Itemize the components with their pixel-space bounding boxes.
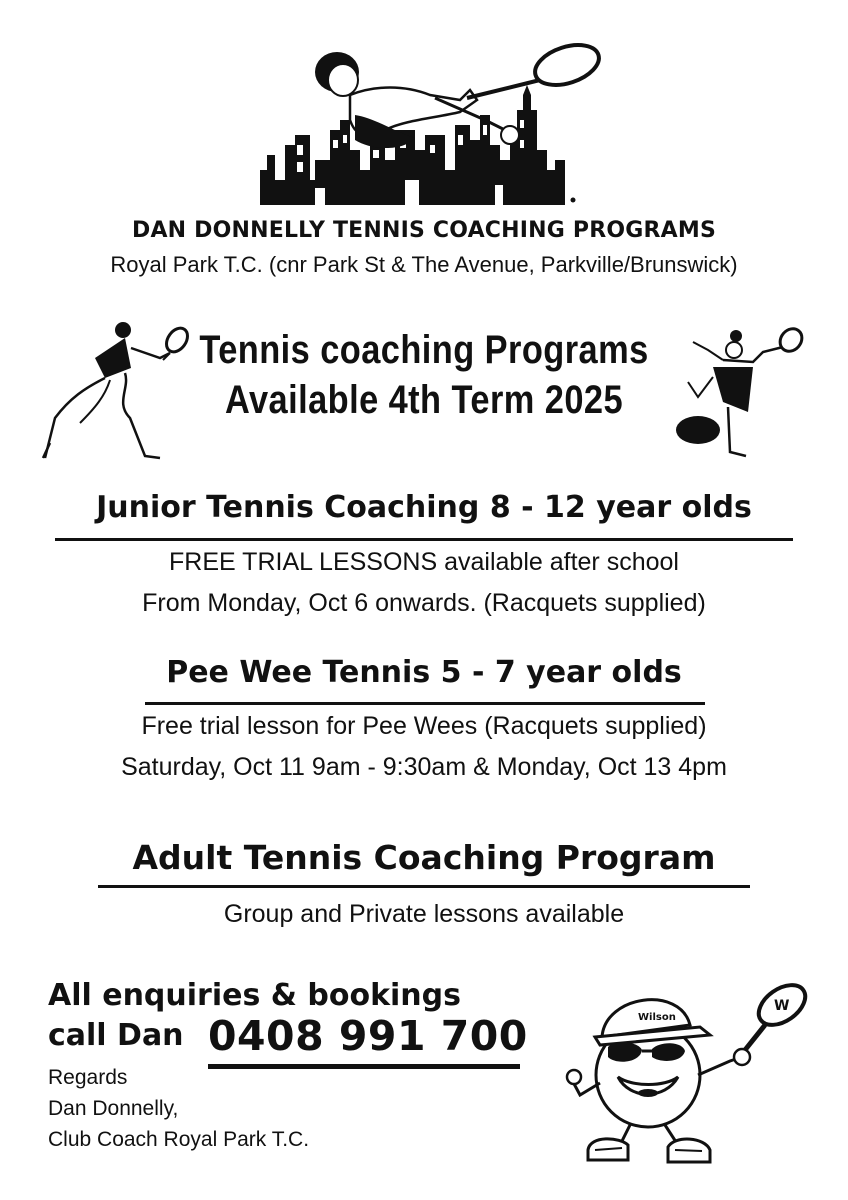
signature-name: Dan Donnelly, bbox=[48, 1097, 179, 1120]
headline-line-1: Tennis coaching Programs bbox=[199, 328, 649, 372]
junior-title-underline bbox=[55, 538, 793, 541]
racquet-logo: W bbox=[774, 998, 790, 1014]
phone-number[interactable]: 0408 991 700 bbox=[208, 1012, 528, 1060]
tennis-player-right-icon bbox=[668, 322, 808, 462]
organization-name: DAN DONNELLY TENNIS COACHING PROGRAMS bbox=[131, 218, 716, 243]
signature-role: Club Coach Royal Park T.C. bbox=[48, 1128, 310, 1151]
adult-title-underline bbox=[98, 885, 750, 888]
enquiries-line-2: call Dan bbox=[48, 1018, 184, 1053]
cap-logo: Wilson bbox=[638, 1012, 676, 1023]
headline-line-2: Available 4th Term 2025 bbox=[224, 378, 624, 422]
tennis-player-skyline-icon bbox=[255, 40, 610, 210]
peewee-title-underline bbox=[145, 702, 705, 705]
junior-detail-line-2: From Monday, Oct 6 onwards. (Racquets supplied) bbox=[142, 589, 706, 617]
regards-text: Regards bbox=[48, 1066, 128, 1089]
phone-underline bbox=[208, 1064, 520, 1069]
junior-detail-line-1: FREE TRIAL LESSONS available after school bbox=[169, 548, 679, 576]
enquiries-line-1: All enquiries & bookings bbox=[48, 978, 461, 1013]
peewee-section-title: Pee Wee Tennis 5 - 7 year olds bbox=[166, 655, 682, 690]
adult-detail-line-1: Group and Private lessons available bbox=[223, 900, 625, 928]
peewee-detail-line-1: Free trial lesson for Pee Wees (Racquets supplied) bbox=[141, 712, 707, 740]
junior-section-title: Junior Tennis Coaching 8 - 12 year olds bbox=[96, 490, 752, 525]
venue-address: Royal Park T.C. (cnr Park St & The Avenue, Parkville/Brunswick) bbox=[110, 252, 738, 277]
peewee-detail-line-2: Saturday, Oct 11 9am - 9:30am & Monday, Oct 13 4pm bbox=[121, 753, 727, 781]
tennis-ball-mascot-icon bbox=[560, 965, 810, 1170]
adult-section-title: Adult Tennis Coaching Program bbox=[132, 838, 716, 877]
